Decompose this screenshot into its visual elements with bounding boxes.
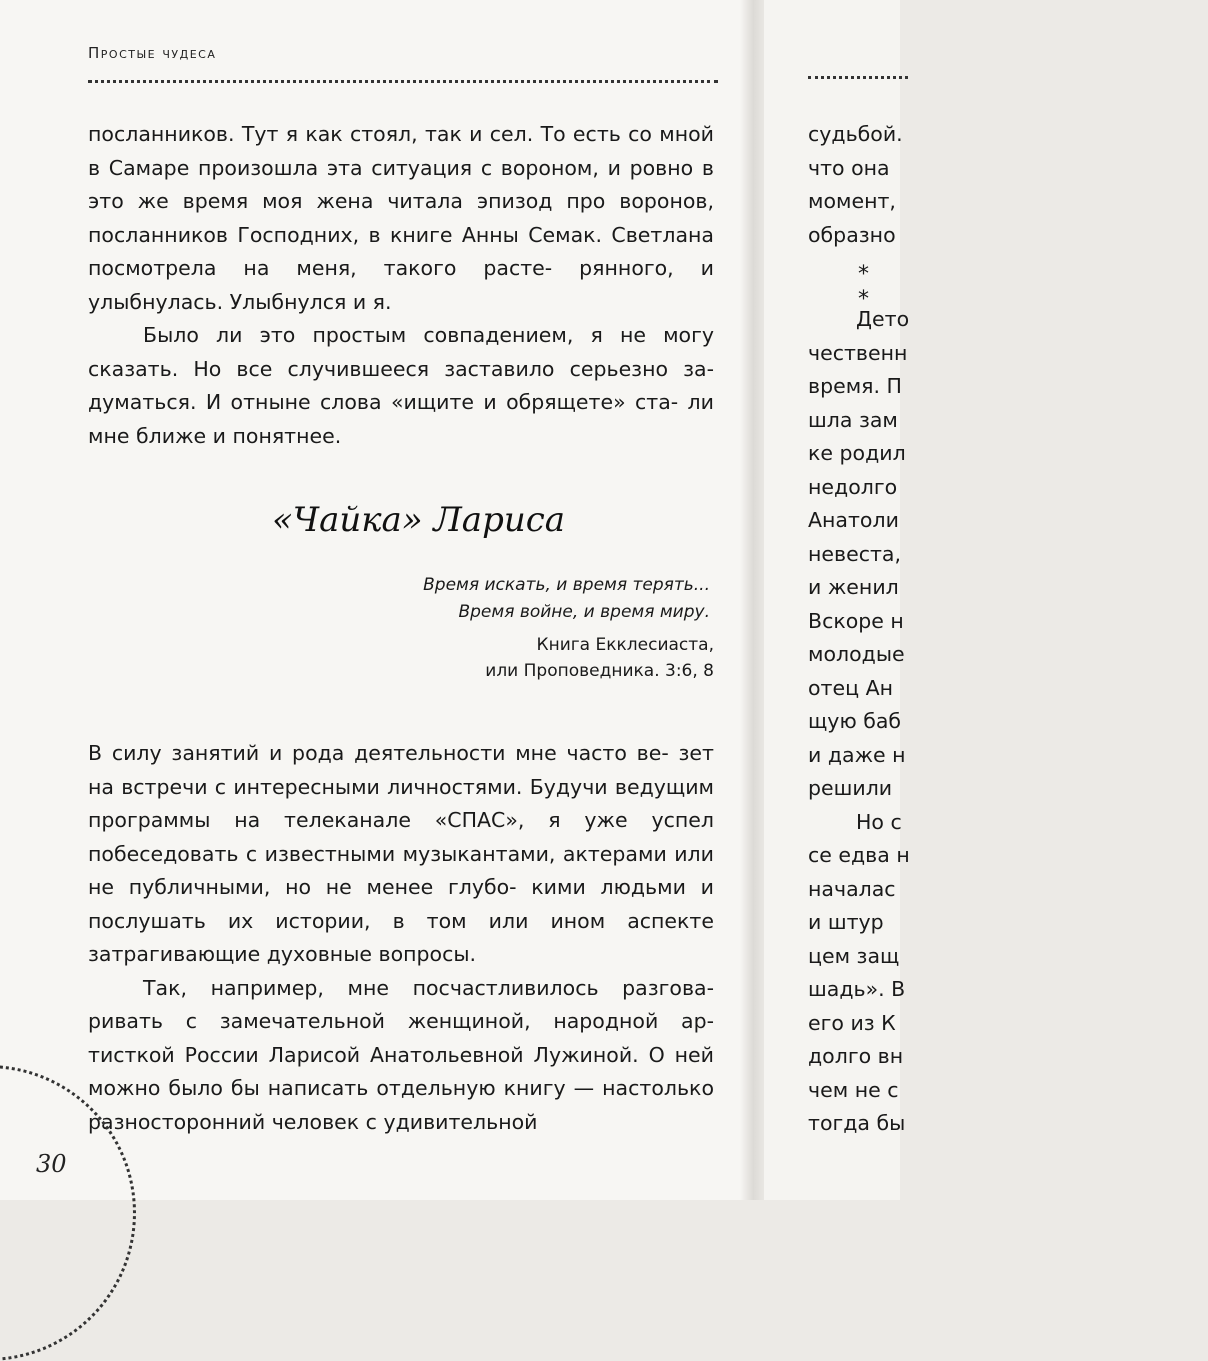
- text-line: зет на встречи с интересными личностями. Будучи: [88, 741, 714, 799]
- text-line: недолго: [808, 474, 898, 499]
- text-line: се едва н: [808, 843, 910, 867]
- text-line: О ней можно было бы написать отдельную книгу —: [88, 1042, 714, 1100]
- epigraph-line: Время искать, и время терять...: [423, 575, 710, 595]
- text-line: сказать. Но все случившееся заставило серьезно за-: [88, 356, 714, 381]
- text-line: его из К: [808, 1010, 896, 1035]
- text-line: момент,: [808, 189, 896, 213]
- body-text-top: [88, 118, 714, 453]
- epigraph: [423, 572, 710, 626]
- body-text-bottom: [88, 737, 714, 1139]
- text-line: В силу занятий и рода деятельности мне часто ве-: [88, 741, 669, 765]
- right-page-lower-text: [808, 303, 1208, 1141]
- text-line: ривать с замечательной женщиной, народной ар-: [88, 1009, 714, 1033]
- text-line: мной в Самаре произошла эта ситуация с вороном,: [88, 122, 714, 180]
- text-line: долго вн: [808, 1044, 904, 1068]
- text-line: что она: [808, 155, 890, 180]
- running-head: Простые чудеса: [88, 44, 217, 62]
- text-line: щую баб: [808, 709, 902, 733]
- text-line: успел побеседовать с известными музыкантами,: [88, 808, 714, 866]
- text-line: решили: [808, 776, 893, 800]
- text-line: Семак. Светлана посмотрела на меня, такого расте-: [88, 222, 714, 280]
- paragraph: [88, 118, 714, 319]
- text-line: судьбой.: [808, 122, 903, 146]
- text-line: воронов, посланников Господних, в книге Анны: [88, 189, 714, 247]
- text-line: рянного, и улыбнулась. Улыбнулся и я.: [88, 256, 714, 314]
- paragraph: [88, 737, 714, 972]
- text-line: посланников. Тут я как стоял, так и сел. То есть со: [88, 122, 652, 146]
- text-line: шадь». В: [808, 977, 906, 1001]
- text-line: кими людьми и послушать их истории, в том или: [88, 875, 714, 933]
- text-line: думаться. И отныне слова «ищите и обрящете» ста-: [88, 390, 679, 414]
- book-gutter: [740, 0, 764, 1200]
- text-line: Вскоре н: [808, 608, 904, 633]
- text-line: и женил: [808, 575, 899, 599]
- page-number: 30: [36, 1150, 67, 1178]
- text-line: Дето: [856, 307, 910, 331]
- text-line: Анатоли: [808, 508, 899, 532]
- text-line: чественн: [808, 340, 908, 365]
- text-line: ином аспекте затрагивающие духовные вопросы.: [88, 908, 714, 966]
- paragraph: [88, 319, 714, 453]
- source-line: Книга Екклесиаста,: [536, 635, 714, 655]
- text-line: цем защ: [808, 943, 900, 968]
- right-page: [764, 0, 910, 1200]
- text-line: невеста,: [808, 541, 902, 566]
- text-line: тогда бы: [808, 1111, 906, 1135]
- chapter-title: «Чайка» Лариса: [272, 500, 566, 540]
- text-line: молодые: [808, 642, 905, 666]
- text-line: и штур: [808, 910, 884, 934]
- text-line: Так, например, мне посчастливилось разгова-: [143, 975, 714, 1000]
- header-rule: [88, 80, 718, 83]
- right-header-rule: [808, 76, 908, 79]
- epigraph-source: [485, 632, 714, 684]
- text-line: и ровно в это же время моя жена читала эпизод про: [88, 155, 714, 213]
- text-line: время. П: [808, 374, 902, 398]
- paragraph: [88, 972, 714, 1140]
- text-line: началас: [808, 876, 896, 901]
- right-page-upper-text: [808, 118, 1208, 252]
- text-line: отец Ан: [808, 675, 893, 700]
- source-line: или Проповедника. 3:6, 8: [485, 661, 714, 681]
- text-line: образно: [808, 222, 896, 247]
- text-line: шла зам: [808, 407, 898, 432]
- epigraph-line: Время войне, и время миру.: [458, 602, 710, 622]
- text-line: настолько разносторонний человек с удивительной: [88, 1076, 714, 1134]
- text-line: тисткой России Ларисой Анатольевной Лужиной.: [88, 1042, 639, 1067]
- text-line: чем не с: [808, 1077, 899, 1102]
- text-line: ведущим программы на телеканале «СПАС», я уже: [88, 774, 714, 832]
- text-line: Было ли это простым совпадением, я не могу: [143, 323, 714, 347]
- text-line: ли мне ближе и понятнее.: [88, 390, 714, 448]
- section-separator: * *: [858, 262, 877, 312]
- text-line: и даже н: [808, 742, 906, 767]
- text-line: ке родил: [808, 441, 906, 465]
- text-line: актерами или не публичными, но не менее глубо-: [88, 841, 714, 899]
- text-line: Но с: [856, 809, 902, 834]
